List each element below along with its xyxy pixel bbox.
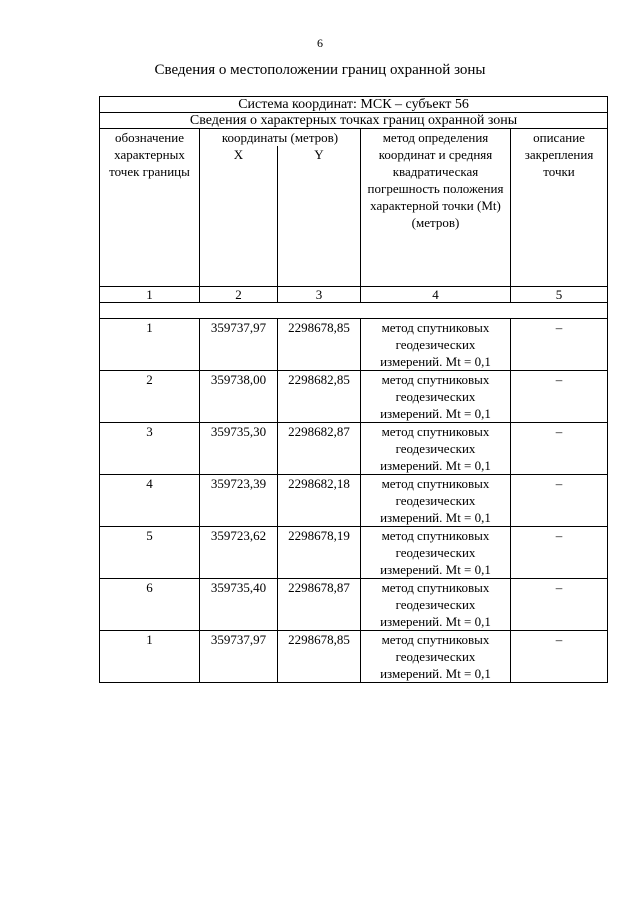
y-coordinate: 2298678,87 [278,579,361,631]
point-id: 2 [100,371,200,423]
table-row [100,319,608,371]
header-coordinates: координаты (метров) [200,129,361,147]
y-coordinate: 2298682,18 [278,475,361,527]
y-coordinate: 2298682,85 [278,371,361,423]
description-cell: – [511,527,608,579]
method-cell: метод спутниковых геодезических измерений. Mt = 0,1 [361,631,511,683]
header-method: метод определения координат и средняя квадратическая погрешность положения характерной точки (Mt) (метров) [361,129,511,287]
column-number: 2 [200,287,278,303]
blank-cell [100,303,608,319]
document-title: Сведения о местоположении границ охранной зоны [154,62,486,78]
column-number: 1 [100,287,200,303]
column-number: 5 [511,287,608,303]
method-cell: метод спутниковых геодезических измерений. Mt = 0,1 [361,527,511,579]
x-coordinate: 359737,97 [200,631,278,683]
header-description: описание закрепления точки [511,129,608,287]
x-coordinate: 359737,97 [200,319,278,371]
x-coordinate: 359723,62 [200,527,278,579]
point-id: 1 [100,319,200,371]
section-title-header: Сведения о характерных точках границ охранной зоны [100,113,608,129]
method-cell: метод спутниковых геодезических измерений. Mt = 0,1 [361,319,511,371]
method-cell: метод спутниковых геодезических измерений. Mt = 0,1 [361,475,511,527]
description-cell: – [511,423,608,475]
y-coordinate: 2298678,19 [278,527,361,579]
description-cell: – [511,579,608,631]
header-y: Y [278,146,361,287]
table-row [100,527,608,579]
y-coordinate: 2298682,87 [278,423,361,475]
blank-row [100,303,608,319]
table-row [100,475,608,527]
point-id: 1 [100,631,200,683]
x-coordinate: 359735,30 [200,423,278,475]
method-cell: метод спутниковых геодезических измерений. Mt = 0,1 [361,423,511,475]
coordinate-system-header: Система координат: МСК – субъект 56 [100,97,608,113]
x-coordinate: 359735,40 [200,579,278,631]
x-coordinate: 359738,00 [200,371,278,423]
table-row [100,631,608,683]
column-number: 3 [278,287,361,303]
table-row [100,423,608,475]
method-cell: метод спутниковых геодезических измерений. Mt = 0,1 [361,579,511,631]
table-row [100,579,608,631]
point-id: 5 [100,527,200,579]
method-cell: метод спутниковых геодезических измерений. Mt = 0,1 [361,371,511,423]
column-number-row [100,287,608,303]
page-number: 6 [317,36,323,50]
x-coordinate: 359723,39 [200,475,278,527]
table-row [100,371,608,423]
column-number: 4 [361,287,511,303]
header-x: X [200,146,278,287]
description-cell: – [511,319,608,371]
y-coordinate: 2298678,85 [278,631,361,683]
point-id: 6 [100,579,200,631]
description-cell: – [511,631,608,683]
description-cell: – [511,475,608,527]
description-cell: – [511,371,608,423]
point-id: 3 [100,423,200,475]
boundary-points-table [99,96,608,683]
header-designation: обозначение характерных точек границы [100,129,200,287]
point-id: 4 [100,475,200,527]
y-coordinate: 2298678,85 [278,319,361,371]
